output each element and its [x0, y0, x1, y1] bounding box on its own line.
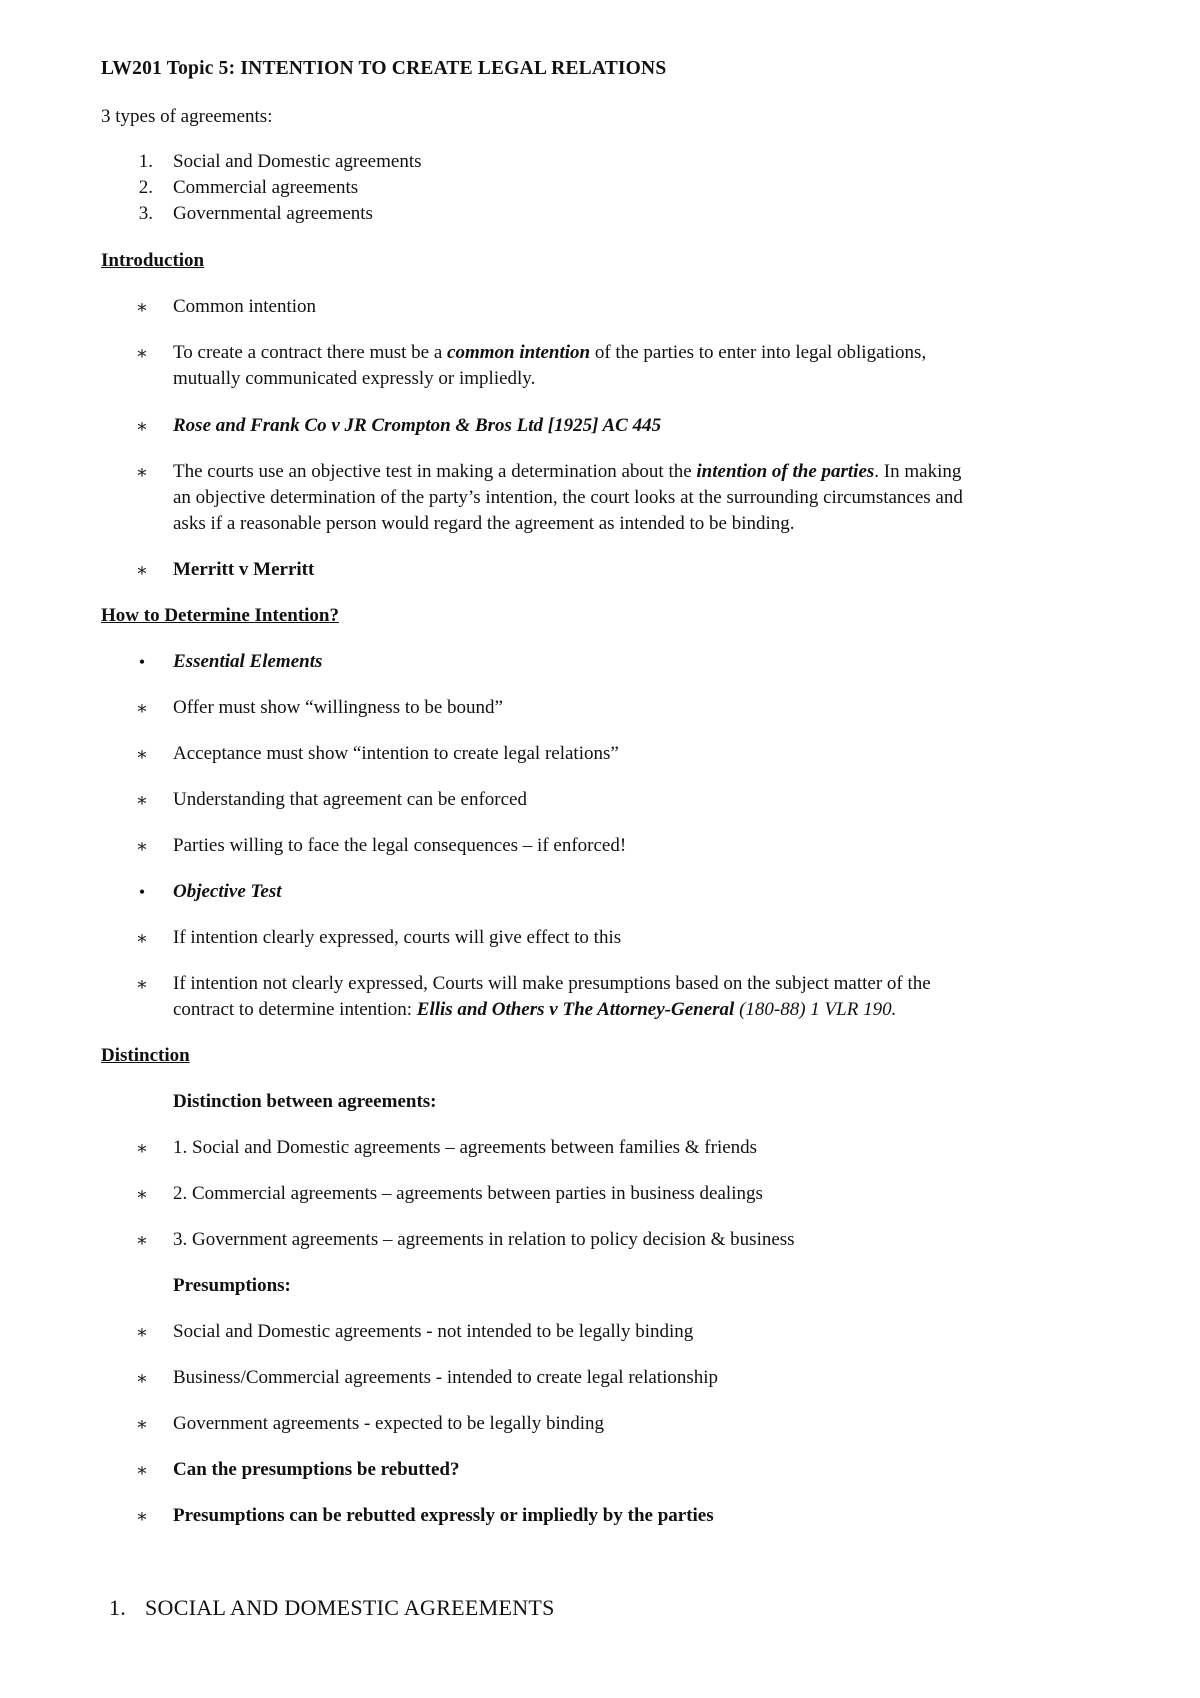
list-number: 3. — [138, 203, 153, 224]
bullet-text: Acceptance must show “intention to create legal relations” — [173, 743, 619, 764]
asterisk-bullet-icon: ∗ — [135, 928, 149, 948]
emphasis: intention of the parties — [696, 461, 875, 482]
bullet-text: To create a contract there must be a common intention of the parties to enter into legal obligations, — [173, 342, 927, 363]
subheading-objective-test: Objective Test — [173, 881, 282, 902]
bullet-text: 1. Social and Domestic agreements – agreements between families & friends — [173, 1137, 758, 1158]
bullet-text: Offer must show “willingness to be bound” — [173, 697, 503, 718]
bullet-text: If intention not clearly expressed, Courts will make presumptions based on the subject matter of the — [173, 973, 931, 994]
bullet-text: Presumptions can be rebutted expressly or impliedly by the parties — [173, 1505, 714, 1526]
dot-bullet-icon: • — [138, 652, 146, 672]
asterisk-bullet-icon: ∗ — [135, 1414, 149, 1434]
section-heading-distinction: Distinction — [101, 1045, 190, 1066]
subheading-presumptions: Presumptions: — [173, 1275, 291, 1296]
section-title: SOCIAL AND DOMESTIC AGREEMENTS — [145, 1595, 555, 1620]
emphasis: common intention — [447, 342, 591, 363]
asterisk-bullet-icon: ∗ — [135, 698, 149, 718]
bullet-text: 3. Government agreements – agreements in relation to policy decision & business — [173, 1229, 795, 1250]
bullet-text: Common intention — [173, 296, 317, 317]
asterisk-bullet-icon: ∗ — [135, 1184, 149, 1204]
asterisk-bullet-icon: ∗ — [135, 1460, 149, 1480]
asterisk-bullet-icon: ∗ — [135, 560, 149, 580]
section-number: 1. — [109, 1595, 127, 1620]
case-citation: Rose and Frank Co v JR Crompton & Bros Ltd [1925] AC 445 — [173, 415, 662, 436]
bullet-text: Parties willing to face the legal consequences – if enforced! — [173, 835, 627, 856]
bullet-text-continued: mutually communicated expressly or impliedly. — [173, 368, 536, 389]
asterisk-bullet-icon: ∗ — [135, 1138, 149, 1158]
bullet-text: If intention clearly expressed, courts will give effect to this — [173, 927, 622, 948]
asterisk-bullet-icon: ∗ — [135, 1230, 149, 1250]
list-text: Governmental agreements — [173, 203, 373, 224]
asterisk-bullet-icon: ∗ — [135, 974, 149, 994]
list-number: 1. — [138, 151, 153, 172]
subheading-distinction-between: Distinction between agreements: — [173, 1091, 437, 1112]
case-citation: Ellis and Others v The Attorney-General — [416, 999, 735, 1020]
asterisk-bullet-icon: ∗ — [135, 1368, 149, 1388]
bullet-text: 2. Commercial agreements – agreements between parties in business dealings — [173, 1183, 763, 1204]
section-heading-introduction: Introduction — [101, 250, 205, 271]
asterisk-bullet-icon: ∗ — [135, 1506, 149, 1526]
asterisk-bullet-icon: ∗ — [135, 744, 149, 764]
asterisk-bullet-icon: ∗ — [135, 462, 149, 482]
asterisk-bullet-icon: ∗ — [135, 790, 149, 810]
section-heading-determine-intention: How to Determine Intention? — [101, 605, 339, 626]
bullet-text-continued: an objective determination of the party’s intention, the court looks at the surrounding circumstances and — [173, 487, 963, 508]
asterisk-bullet-icon: ∗ — [135, 1322, 149, 1342]
bullet-text-continued: contract to determine intention: Ellis and Others v The Attorney-General (180-88) 1 VLR 190. — [173, 999, 897, 1020]
page-title: LW201 Topic 5: INTENTION TO CREATE LEGAL RELATIONS — [101, 58, 667, 79]
list-text: Social and Domestic agreements — [173, 151, 422, 172]
case-citation: Merritt v Merritt — [173, 559, 315, 580]
bullet-text: Government agreements - expected to be legally binding — [173, 1413, 605, 1434]
bullet-text: Can the presumptions be rebutted? — [173, 1459, 460, 1480]
list-text: Commercial agreements — [173, 177, 359, 198]
bullet-text-continued: asks if a reasonable person would regard the agreement as intended to be binding. — [173, 513, 795, 534]
subheading-essential-elements: Essential Elements — [173, 651, 323, 672]
asterisk-bullet-icon: ∗ — [135, 343, 149, 363]
asterisk-bullet-icon: ∗ — [135, 297, 149, 317]
bullet-text: Social and Domestic agreements - not intended to be legally binding — [173, 1321, 694, 1342]
list-number: 2. — [138, 177, 153, 198]
bullet-text: Understanding that agreement can be enforced — [173, 789, 527, 810]
dot-bullet-icon: • — [138, 882, 146, 902]
types-intro: 3 types of agreements: — [101, 106, 273, 127]
bullet-text: Business/Commercial agreements - intended to create legal relationship — [173, 1367, 719, 1388]
bullet-text: The courts use an objective test in making a determination about the intention of the parties. In making — [173, 461, 962, 482]
asterisk-bullet-icon: ∗ — [135, 836, 149, 856]
asterisk-bullet-icon: ∗ — [135, 416, 149, 436]
